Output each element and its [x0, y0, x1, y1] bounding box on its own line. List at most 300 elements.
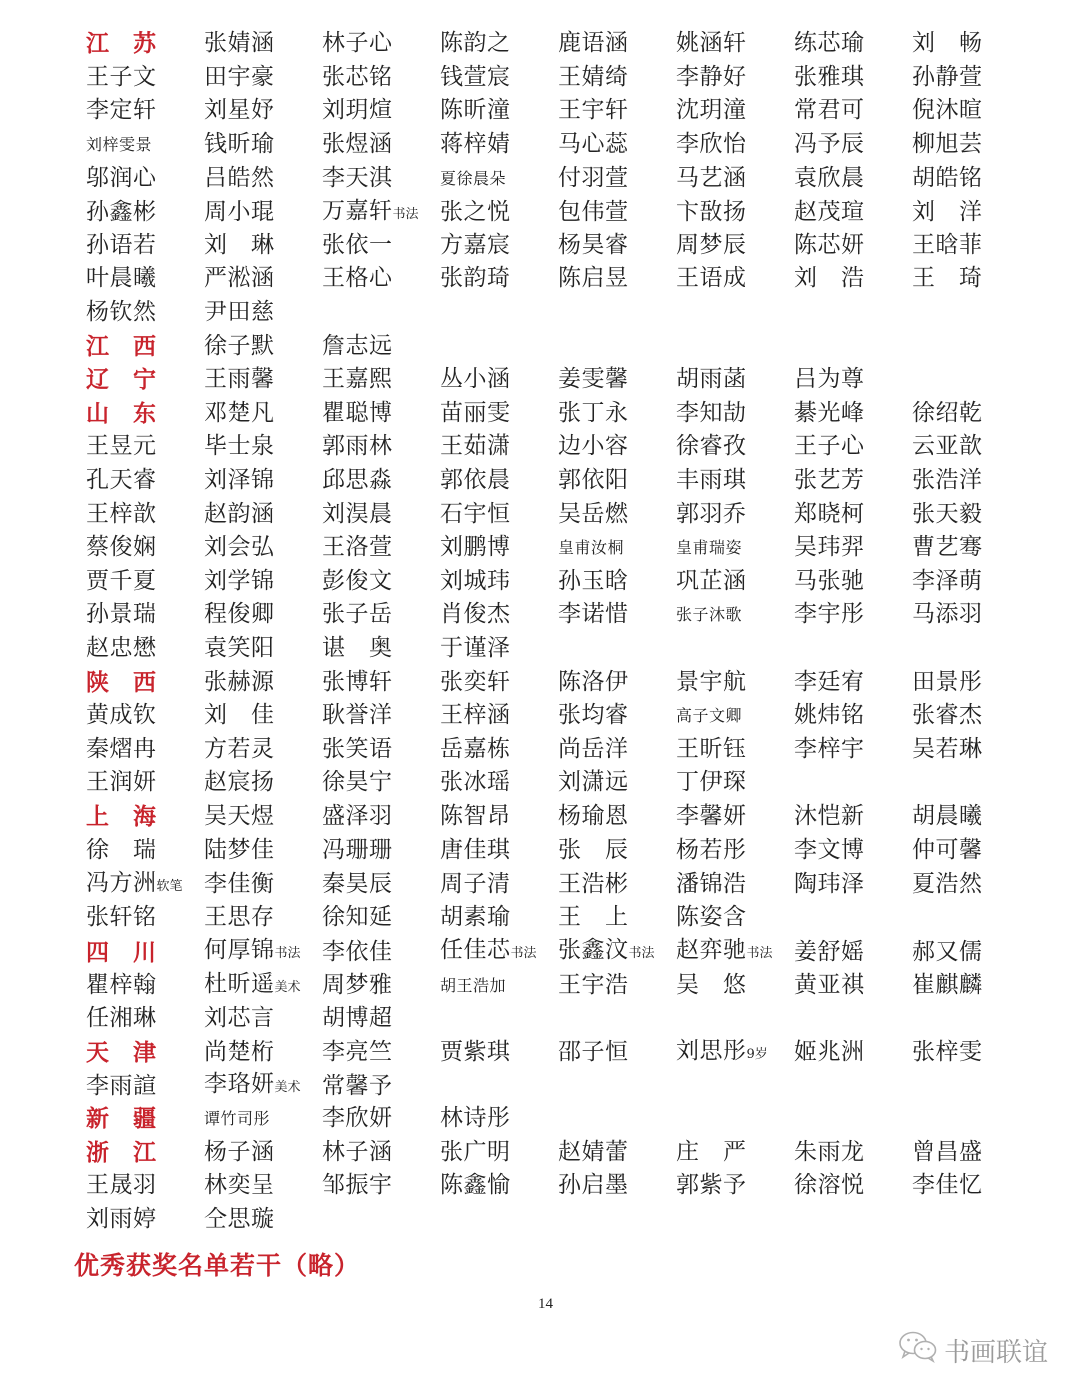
category-tag: 书法 — [746, 946, 773, 962]
name-row — [86, 430, 1030, 464]
student-name — [204, 868, 322, 901]
province-label: 上 海 — [86, 802, 157, 830]
name-text: 李诺惜 — [558, 601, 629, 628]
student-name — [912, 229, 1030, 262]
name-row — [86, 296, 1030, 330]
name-text: 陈智昂 — [440, 802, 511, 829]
province-heading — [86, 1036, 204, 1069]
name-text: 尚楚桁 — [204, 1039, 275, 1066]
name-text: 李廷宥 — [794, 668, 865, 695]
name-text: 何厚锦 — [204, 937, 275, 964]
name-text: 瞿聪博 — [322, 399, 393, 426]
student-name — [86, 1203, 204, 1236]
name-text: 练芯瑜 — [794, 30, 865, 57]
student-name — [322, 94, 440, 127]
student-name — [322, 969, 440, 1002]
name-text: 钱昕瑜 — [204, 131, 275, 158]
student-name — [440, 1169, 558, 1202]
student-name — [912, 936, 1030, 969]
student-name — [86, 1169, 204, 1202]
name-text: 李欣怡 — [676, 131, 747, 158]
student-name — [440, 464, 558, 497]
name-text: 王嘉熙 — [322, 366, 393, 393]
student-name — [86, 162, 204, 195]
name-text: 吕为尊 — [794, 366, 865, 393]
name-text: 杨昊睿 — [558, 231, 629, 258]
name-row — [86, 1136, 1030, 1170]
name-text: 秦昊辰 — [322, 871, 393, 898]
student-name — [440, 834, 558, 867]
student-name — [794, 733, 912, 766]
name-text: 马心蕊 — [558, 131, 629, 158]
student-name — [676, 128, 794, 161]
name-text: 付羽萱 — [558, 164, 629, 191]
name-text: 田景彤 — [912, 668, 983, 695]
name-text: 李佳衡 — [204, 871, 275, 898]
name-text: 秦熠冉 — [86, 735, 157, 762]
name-row — [86, 61, 1030, 95]
name-text: 钱萱宸 — [440, 63, 511, 90]
student-name — [558, 1169, 676, 1202]
name-text: 吴 悠 — [676, 972, 747, 999]
name-text: 王 上 — [558, 903, 629, 930]
student-name — [558, 800, 676, 833]
student-name — [86, 229, 204, 262]
student-name — [794, 1136, 912, 1169]
student-name — [558, 901, 676, 934]
name-text: 张睿杰 — [912, 702, 983, 729]
name-text: 马艺涵 — [676, 164, 747, 191]
student-name — [912, 27, 1030, 60]
province-label: 新 疆 — [86, 1105, 157, 1133]
student-name — [86, 531, 204, 564]
name-row — [86, 934, 1030, 968]
name-text: 王婧绮 — [558, 63, 629, 90]
category-tag: 软笔 — [156, 878, 183, 894]
student-name — [440, 61, 558, 94]
student-name — [912, 800, 1030, 833]
name-text: 沈玥潼 — [676, 97, 747, 124]
name-text: 鹿语涵 — [558, 30, 629, 57]
name-row — [86, 632, 1030, 666]
student-name — [86, 699, 204, 732]
student-name — [322, 1102, 440, 1135]
student-name — [322, 363, 440, 396]
category-tag: 书法 — [628, 946, 655, 962]
name-text: 曾昌盛 — [912, 1138, 983, 1165]
student-name — [440, 565, 558, 598]
category-tag: 美术 — [274, 979, 301, 995]
name-text: 李馨妍 — [676, 802, 747, 829]
student-name — [794, 498, 912, 531]
province-label: 辽 宁 — [86, 366, 157, 394]
name-row — [86, 128, 1030, 162]
name-row — [86, 329, 1030, 363]
student-name — [912, 94, 1030, 127]
student-name — [86, 128, 204, 161]
name-text: 李珞妍 — [204, 1071, 275, 1098]
student-name — [676, 834, 794, 867]
student-name — [794, 531, 912, 564]
name-text: 蒋梓婧 — [440, 131, 511, 158]
student-name — [322, 868, 440, 901]
student-name — [794, 430, 912, 463]
name-text: 徐溶悦 — [794, 1172, 865, 1199]
name-row — [86, 800, 1030, 834]
province-heading — [86, 363, 204, 396]
student-name — [204, 61, 322, 94]
name-text: 陶玮泽 — [794, 871, 865, 898]
student-name — [912, 531, 1030, 564]
name-text: 丛小涵 — [440, 366, 511, 393]
student-name — [204, 1169, 322, 1202]
name-text: 林子涵 — [322, 1138, 393, 1165]
name-text: 丁伊琛 — [676, 769, 747, 796]
student-name — [440, 934, 558, 970]
name-text: 蔡俊娴 — [86, 534, 157, 561]
student-name — [440, 901, 558, 934]
student-name — [676, 397, 794, 430]
name-text: 张轩铭 — [86, 903, 157, 930]
name-text: 张均睿 — [558, 702, 629, 729]
name-row — [86, 94, 1030, 128]
name-text: 贾紫琪 — [440, 1039, 511, 1066]
student-name — [794, 128, 912, 161]
name-row — [86, 1203, 1030, 1237]
name-row — [86, 867, 1030, 901]
student-name — [794, 1036, 912, 1069]
province-label: 江 西 — [86, 332, 157, 360]
name-text: 万嘉轩 — [322, 197, 393, 224]
student-name — [322, 598, 440, 631]
province-label: 江 苏 — [86, 30, 157, 58]
name-text: 杜昕遥 — [204, 970, 275, 997]
name-text: 杨钦然 — [86, 299, 157, 326]
category-tag: 9岁 — [746, 1046, 768, 1062]
student-name — [86, 969, 204, 1002]
category-tag: 书法 — [274, 946, 301, 962]
name-row — [86, 1169, 1030, 1203]
name-text: 刘城玮 — [440, 567, 511, 594]
student-name — [204, 430, 322, 463]
student-name — [204, 128, 322, 161]
name-text: 徐子默 — [204, 332, 275, 359]
student-name — [676, 934, 794, 970]
student-name — [676, 430, 794, 463]
name-text: 庄 严 — [676, 1138, 747, 1165]
name-text: 刘 浩 — [794, 265, 865, 292]
name-text: 朱雨龙 — [794, 1138, 865, 1165]
name-text: 张煜涵 — [322, 131, 393, 158]
name-text: 姜雯馨 — [558, 366, 629, 393]
student-name — [86, 464, 204, 497]
name-text: 刘思彤 — [676, 1037, 747, 1064]
name-text: 张梓雯 — [912, 1039, 983, 1066]
student-name — [204, 666, 322, 699]
province-heading — [86, 397, 204, 430]
name-text: 李文博 — [794, 836, 865, 863]
student-name — [322, 1036, 440, 1069]
province-heading — [86, 330, 204, 363]
student-name — [676, 363, 794, 396]
name-text: 林子心 — [322, 30, 393, 57]
student-name — [204, 699, 322, 732]
name-text: 任湘琳 — [86, 1004, 157, 1031]
name-text: 刘梓雯景 — [86, 135, 153, 155]
name-text: 赵婧蕾 — [558, 1138, 629, 1165]
student-name — [794, 800, 912, 833]
name-text: 王浩彬 — [558, 871, 629, 898]
name-text: 周梦雅 — [322, 972, 393, 999]
name-text: 张婧涵 — [204, 30, 275, 57]
student-name — [676, 565, 794, 598]
student-name — [322, 936, 440, 969]
student-name — [86, 430, 204, 463]
student-name — [204, 397, 322, 430]
student-name — [86, 94, 204, 127]
name-text: 徐昊宁 — [322, 769, 393, 796]
name-text: 孙静萱 — [912, 63, 983, 90]
name-text: 王思存 — [204, 903, 275, 930]
student-name — [912, 1136, 1030, 1169]
name-text: 周小琨 — [204, 199, 275, 226]
name-text: 孙启墨 — [558, 1172, 629, 1199]
name-text: 袁笑阳 — [204, 634, 275, 661]
name-text: 唐佳琪 — [440, 836, 511, 863]
name-text: 赵弈驰 — [676, 937, 747, 964]
student-name — [204, 1136, 322, 1169]
name-text: 刘学锦 — [204, 567, 275, 594]
name-text: 赵宸扬 — [204, 769, 275, 796]
name-text: 夏徐晨朵 — [440, 168, 507, 188]
student-name — [440, 598, 558, 631]
student-name — [558, 27, 676, 60]
student-name — [912, 666, 1030, 699]
student-name — [912, 733, 1030, 766]
student-name — [86, 632, 204, 665]
student-name — [440, 632, 558, 665]
name-text: 李静好 — [676, 63, 747, 90]
student-name — [440, 1136, 558, 1169]
name-text: 王昕钰 — [676, 735, 747, 762]
name-text: 綦光峰 — [794, 399, 865, 426]
province-heading — [86, 1102, 204, 1135]
student-name — [912, 969, 1030, 1002]
name-text: 谭竹司彤 — [204, 1109, 271, 1129]
student-name — [558, 733, 676, 766]
student-name — [204, 262, 322, 295]
name-row — [86, 262, 1030, 296]
name-text: 刘雨婷 — [86, 1206, 157, 1233]
name-text: 王昱元 — [86, 433, 157, 460]
student-name — [912, 834, 1030, 867]
name-text: 刘星妤 — [204, 97, 275, 124]
name-text: 张笑语 — [322, 735, 393, 762]
student-name — [676, 800, 794, 833]
student-name — [676, 27, 794, 60]
student-name — [912, 262, 1030, 295]
name-text: 景宇航 — [676, 668, 747, 695]
student-name — [558, 531, 676, 564]
name-text: 林奕呈 — [204, 1172, 275, 1199]
student-name — [912, 430, 1030, 463]
name-text: 毕士泉 — [204, 433, 275, 460]
student-name — [676, 901, 794, 934]
student-name — [912, 699, 1030, 732]
name-text: 盛泽羽 — [322, 802, 393, 829]
name-text: 邬润心 — [86, 164, 157, 191]
student-name — [86, 766, 204, 799]
name-text: 王梓歆 — [86, 500, 157, 527]
student-name — [558, 868, 676, 901]
student-name — [912, 61, 1030, 94]
name-text: 郝又儒 — [912, 938, 983, 965]
name-text: 石宇恒 — [440, 500, 511, 527]
student-name — [676, 666, 794, 699]
student-name — [204, 498, 322, 531]
name-text: 马张驰 — [794, 567, 865, 594]
name-text: 吴岳燃 — [558, 500, 629, 527]
name-row — [86, 464, 1030, 498]
name-text: 张韵琦 — [440, 265, 511, 292]
student-name — [204, 1068, 322, 1104]
student-name — [794, 834, 912, 867]
name-text: 柳旭芸 — [912, 131, 983, 158]
student-name — [676, 969, 794, 1002]
name-text: 张博轩 — [322, 668, 393, 695]
name-text: 孙语若 — [86, 231, 157, 258]
student-name — [322, 565, 440, 598]
name-text: 李亮竺 — [322, 1039, 393, 1066]
province-label: 天 津 — [86, 1039, 157, 1067]
name-text: 刘 洋 — [912, 199, 983, 226]
student-name — [794, 397, 912, 430]
name-text: 杨瑜恩 — [558, 802, 629, 829]
category-tag: 书法 — [510, 946, 537, 962]
student-name — [794, 262, 912, 295]
student-name — [912, 397, 1030, 430]
name-text: 张冰瑶 — [440, 769, 511, 796]
watermark — [898, 1330, 1048, 1371]
student-name — [676, 699, 794, 732]
student-name — [794, 868, 912, 901]
name-text: 孙玉晗 — [558, 567, 629, 594]
student-name — [440, 531, 558, 564]
name-text: 刘泽锦 — [204, 467, 275, 494]
name-text: 沐恺新 — [794, 802, 865, 829]
category-tag: 美术 — [274, 1080, 301, 1096]
name-text: 夏浩然 — [912, 871, 983, 898]
student-name — [204, 229, 322, 262]
student-name — [204, 598, 322, 631]
student-name — [912, 565, 1030, 598]
name-text: 尹田慈 — [204, 299, 275, 326]
name-text: 李佳忆 — [912, 1172, 983, 1199]
watermark-text: 书画联谊 — [944, 1338, 1049, 1368]
name-text: 王雨馨 — [204, 366, 275, 393]
name-text: 冯方洲 — [86, 869, 157, 896]
name-text: 方嘉宸 — [440, 231, 511, 258]
student-name — [558, 666, 676, 699]
name-text: 瞿梓翰 — [86, 972, 157, 999]
name-text: 徐睿孜 — [676, 433, 747, 460]
student-name — [558, 464, 676, 497]
student-name — [912, 598, 1030, 631]
student-name — [558, 969, 676, 1002]
name-text: 刘鹏博 — [440, 534, 511, 561]
name-text: 丰雨琪 — [676, 467, 747, 494]
student-name — [676, 498, 794, 531]
name-text: 王子心 — [794, 433, 865, 460]
name-text: 徐绍乾 — [912, 399, 983, 426]
name-text: 黄成钦 — [86, 702, 157, 729]
name-text: 李梓宇 — [794, 735, 865, 762]
name-text: 陈启昱 — [558, 265, 629, 292]
name-row — [86, 565, 1030, 599]
name-text: 张浩洋 — [912, 467, 983, 494]
name-text: 王晟羽 — [86, 1172, 157, 1199]
province-heading — [86, 800, 204, 833]
name-row — [86, 229, 1030, 263]
name-text: 皇甫瑞姿 — [676, 538, 743, 558]
student-name — [912, 868, 1030, 901]
name-text: 郑晓柯 — [794, 500, 865, 527]
name-row — [86, 397, 1030, 431]
student-name — [204, 196, 322, 229]
name-row — [86, 1102, 1030, 1136]
name-text: 张广明 — [440, 1138, 511, 1165]
name-text: 王格心 — [322, 265, 393, 292]
student-name — [558, 699, 676, 732]
student-name — [558, 363, 676, 396]
name-text: 彭俊文 — [322, 567, 393, 594]
student-name — [322, 61, 440, 94]
student-name — [204, 733, 322, 766]
student-name — [322, 699, 440, 732]
name-text: 周子清 — [440, 871, 511, 898]
name-text: 李依佳 — [322, 938, 393, 965]
student-name — [440, 430, 558, 463]
name-text: 陆梦佳 — [204, 836, 275, 863]
name-text: 张丁永 — [558, 399, 629, 426]
student-name — [204, 1002, 322, 1035]
name-text: 贾千夏 — [86, 567, 157, 594]
name-text: 皇甫汝桐 — [558, 538, 625, 558]
name-text: 姬兆洲 — [794, 1039, 865, 1066]
student-name — [440, 1102, 558, 1135]
name-text: 马添羽 — [912, 601, 983, 628]
student-name — [322, 531, 440, 564]
name-text: 叶晨曦 — [86, 265, 157, 292]
name-text: 张芯铭 — [322, 63, 393, 90]
student-name — [794, 162, 912, 195]
student-name — [440, 800, 558, 833]
name-text: 徐知延 — [322, 903, 393, 930]
student-name — [204, 531, 322, 564]
student-name — [794, 229, 912, 262]
student-name — [440, 128, 558, 161]
student-name — [86, 901, 204, 934]
student-name — [558, 565, 676, 598]
student-name — [676, 262, 794, 295]
name-text: 于谨泽 — [440, 634, 511, 661]
name-text: 黄亚祺 — [794, 972, 865, 999]
student-name — [440, 397, 558, 430]
name-text: 姚涵轩 — [676, 30, 747, 57]
name-row — [86, 531, 1030, 565]
student-name — [322, 464, 440, 497]
student-name — [558, 128, 676, 161]
